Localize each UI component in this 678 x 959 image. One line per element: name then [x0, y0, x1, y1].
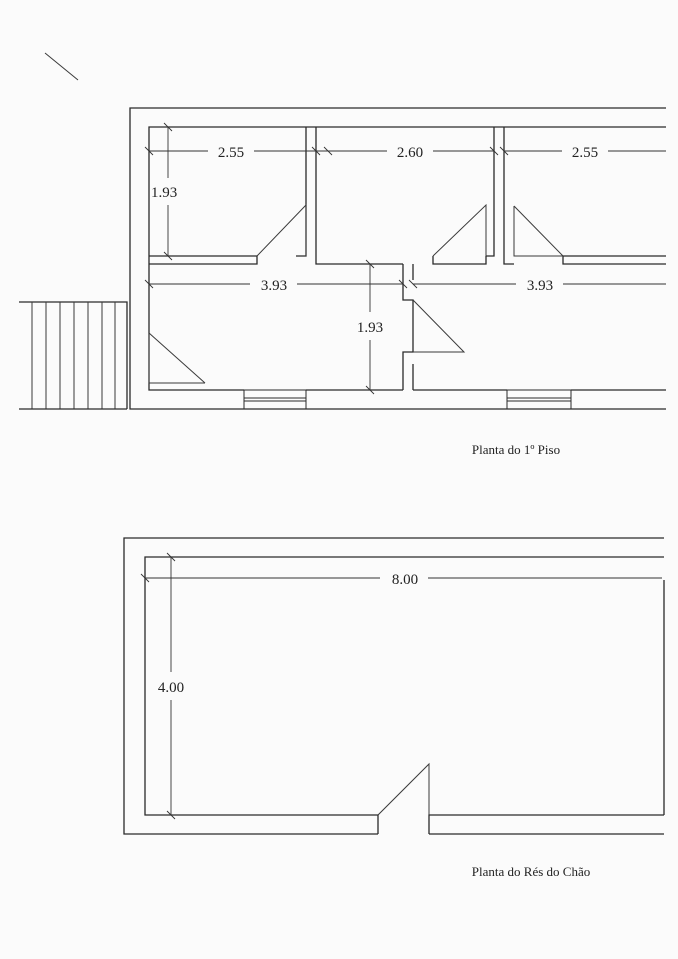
dim-room2-width: 2.60: [396, 145, 424, 161]
window-right: [507, 390, 571, 409]
ground-door: [378, 764, 429, 815]
staircase: [19, 302, 127, 409]
upper-dimension-lines: [145, 123, 666, 394]
dim-room3-width: 2.55: [571, 145, 599, 161]
window-left: [244, 390, 306, 409]
dim-hall2-width: 3.93: [526, 278, 554, 294]
interior-walls: [149, 127, 666, 390]
dim-hall-depth: 1.93: [356, 320, 384, 336]
dim-hall1-width: 3.93: [260, 278, 288, 294]
dim-room-depth: 1.93: [151, 185, 178, 201]
ground-dimension-lines: [141, 553, 662, 819]
doors-upper: [149, 205, 563, 383]
upper-plan-caption: Planta do 1º Piso: [471, 442, 561, 457]
ground-floor-plan: [124, 538, 664, 879]
upper-floor-plan: [19, 108, 666, 457]
dim-ground-width: 8.00: [391, 572, 419, 588]
dim-ground-depth: 4.00: [157, 680, 185, 696]
stray-mark: [45, 53, 78, 80]
ground-plan-caption: Planta do Rés do Chão: [471, 864, 591, 879]
dim-room1-width: 2.55: [217, 145, 245, 161]
